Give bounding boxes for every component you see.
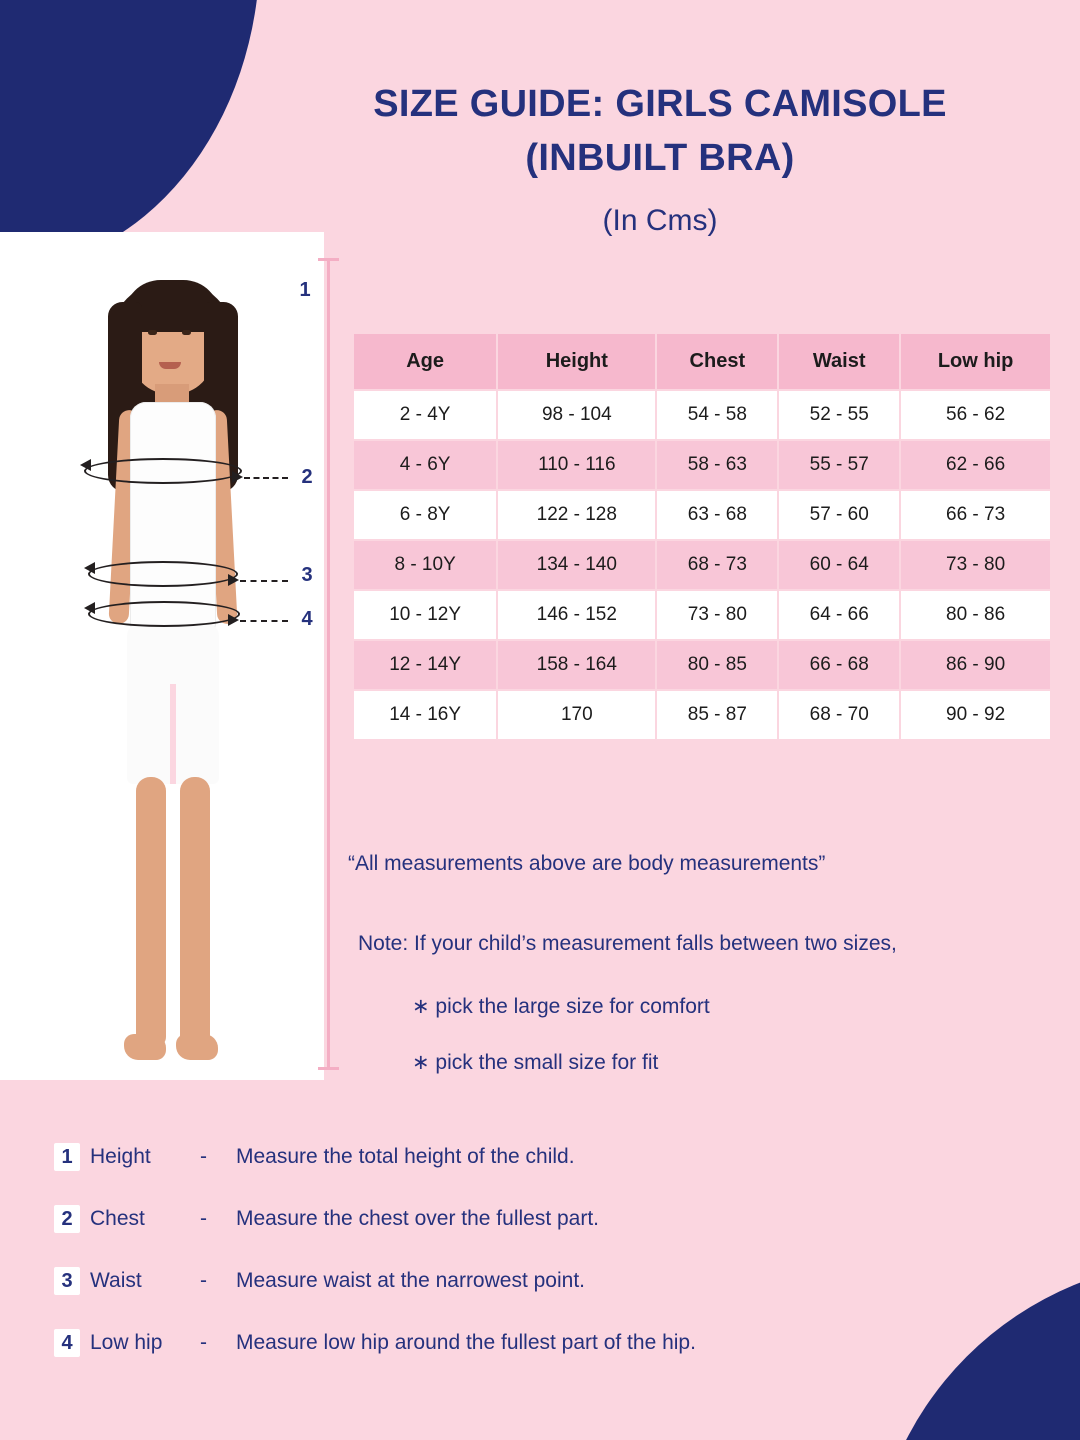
legend-term-chest: Chest [90,1207,145,1230]
legend-number-4: 4 [54,1329,80,1357]
table-row [353,640,1051,690]
chest-leader-line [244,477,288,479]
note-bullet-large-size: ∗ pick the large size for comfort [412,995,710,1018]
table-row [353,490,1051,540]
cell-height: 146 - 152 [497,590,656,640]
size-table [352,332,1052,741]
waist-arrowhead-right [228,574,239,586]
marker-2: 2 [292,462,322,492]
measurement-legend [54,1126,1034,1374]
legend-number-3: 3 [54,1267,80,1295]
chest-arrowhead-left [80,459,91,471]
legend-item-low-hip [54,1312,1034,1374]
cell-low-hip: 62 - 66 [900,440,1051,490]
cell-age: 2 - 4Y [353,390,497,440]
lowhip-arrowhead-left [84,602,95,614]
between-sizes-note: Note: If your child’s measurement falls between two sizes, [358,932,897,955]
legend-dash: - [200,1269,207,1292]
cell-waist: 64 - 66 [778,590,900,640]
eye-left [148,330,157,335]
marker-1: 1 [290,275,320,305]
legend-item-chest [54,1188,1034,1250]
cell-low-hip: 90 - 92 [900,690,1051,740]
legend-item-height [54,1126,1034,1188]
legend-desc-chest: Measure the chest over the fullest part. [236,1207,600,1230]
cell-waist: 60 - 64 [778,540,900,590]
model-illustration [52,252,292,1082]
foot-left [124,1034,166,1060]
height-scale-bar [327,258,330,1070]
cell-age: 10 - 12Y [353,590,497,640]
legend-dash: - [200,1207,207,1230]
note-bullet-small-size: ∗ pick the small size for fit [412,1051,659,1074]
marker-3: 3 [292,560,322,590]
height-scale-cap-bottom [318,1067,339,1070]
size-table-wrapper [352,332,1052,741]
cell-age: 12 - 14Y [353,640,497,690]
cell-chest: 80 - 85 [656,640,778,690]
column-header-low-hip: Low hip [900,333,1051,390]
column-header-height: Height [497,333,656,390]
cell-waist: 57 - 60 [778,490,900,540]
cell-low-hip: 80 - 86 [900,590,1051,640]
page-subtitle: (In Cms) [602,203,718,237]
cell-waist: 68 - 70 [778,690,900,740]
cell-waist: 66 - 68 [778,640,900,690]
cell-age: 4 - 6Y [353,440,497,490]
legend-term-low-hip: Low hip [90,1331,163,1354]
table-header-row [353,333,1051,390]
cell-waist: 52 - 55 [778,390,900,440]
shorts-split [170,684,176,784]
lowhip-arrowhead-right [228,614,239,626]
size-table-body [353,390,1051,740]
legend-item-waist [54,1250,1034,1312]
legend-dash: - [200,1145,207,1168]
cell-age: 14 - 16Y [353,690,497,740]
column-header-chest: Chest [656,333,778,390]
page-title [255,78,1065,186]
cell-low-hip: 86 - 90 [900,640,1051,690]
page-title-line1: SIZE GUIDE: GIRLS CAMISOLE [373,83,947,125]
cell-height: 134 - 140 [497,540,656,590]
legend-term-height: Height [90,1145,151,1168]
cell-height: 158 - 164 [497,640,656,690]
cell-height: 122 - 128 [497,490,656,540]
cell-chest: 63 - 68 [656,490,778,540]
cell-chest: 73 - 80 [656,590,778,640]
cell-chest: 54 - 58 [656,390,778,440]
table-row [353,390,1051,440]
marker-4: 4 [292,604,322,634]
cell-waist: 55 - 57 [778,440,900,490]
cell-height: 170 [497,690,656,740]
measurements-note: “All measurements above are body measurements” [348,852,826,875]
column-header-age: Age [353,333,497,390]
chest-arrowhead-right [232,471,243,483]
lowhip-measure-ellipse [88,601,240,627]
foot-right [176,1034,218,1060]
legend-dash: - [200,1331,207,1354]
page-title-line2: (INBUILT BRA) [525,136,795,179]
table-row [353,590,1051,640]
cell-chest: 58 - 63 [656,440,778,490]
cell-height: 98 - 104 [497,390,656,440]
cell-chest: 85 - 87 [656,690,778,740]
waist-leader-line [240,580,288,582]
cell-chest: 68 - 73 [656,540,778,590]
eye-right [182,330,191,335]
leg-left [136,777,166,1047]
table-row [353,440,1051,490]
cell-height: 110 - 116 [497,440,656,490]
legend-number-2: 2 [54,1205,80,1233]
cell-low-hip: 56 - 62 [900,390,1051,440]
cell-low-hip: 73 - 80 [900,540,1051,590]
chest-measure-ellipse [84,458,242,484]
legend-desc-low-hip: Measure low hip around the fullest part of the hip. [236,1331,696,1354]
size-table-head [353,333,1051,390]
legend-term-waist: Waist [90,1269,142,1292]
cell-age: 8 - 10Y [353,540,497,590]
cell-low-hip: 66 - 73 [900,490,1051,540]
cell-age: 6 - 8Y [353,490,497,540]
legend-desc-waist: Measure waist at the narrowest point. [236,1269,586,1292]
lowhip-leader-line [240,620,288,622]
table-row [353,540,1051,590]
legend-number-1: 1 [54,1143,80,1171]
legend-desc-height: Measure the total height of the child. [236,1145,575,1168]
decorative-corner-top-left [0,0,260,270]
mouth [159,362,181,369]
waist-measure-ellipse [88,561,238,587]
waist-arrowhead-left [84,562,95,574]
table-row [353,690,1051,740]
column-header-waist: Waist [778,333,900,390]
leg-right [180,777,210,1047]
page-header [255,78,1065,238]
height-scale-cap-top [318,258,339,261]
